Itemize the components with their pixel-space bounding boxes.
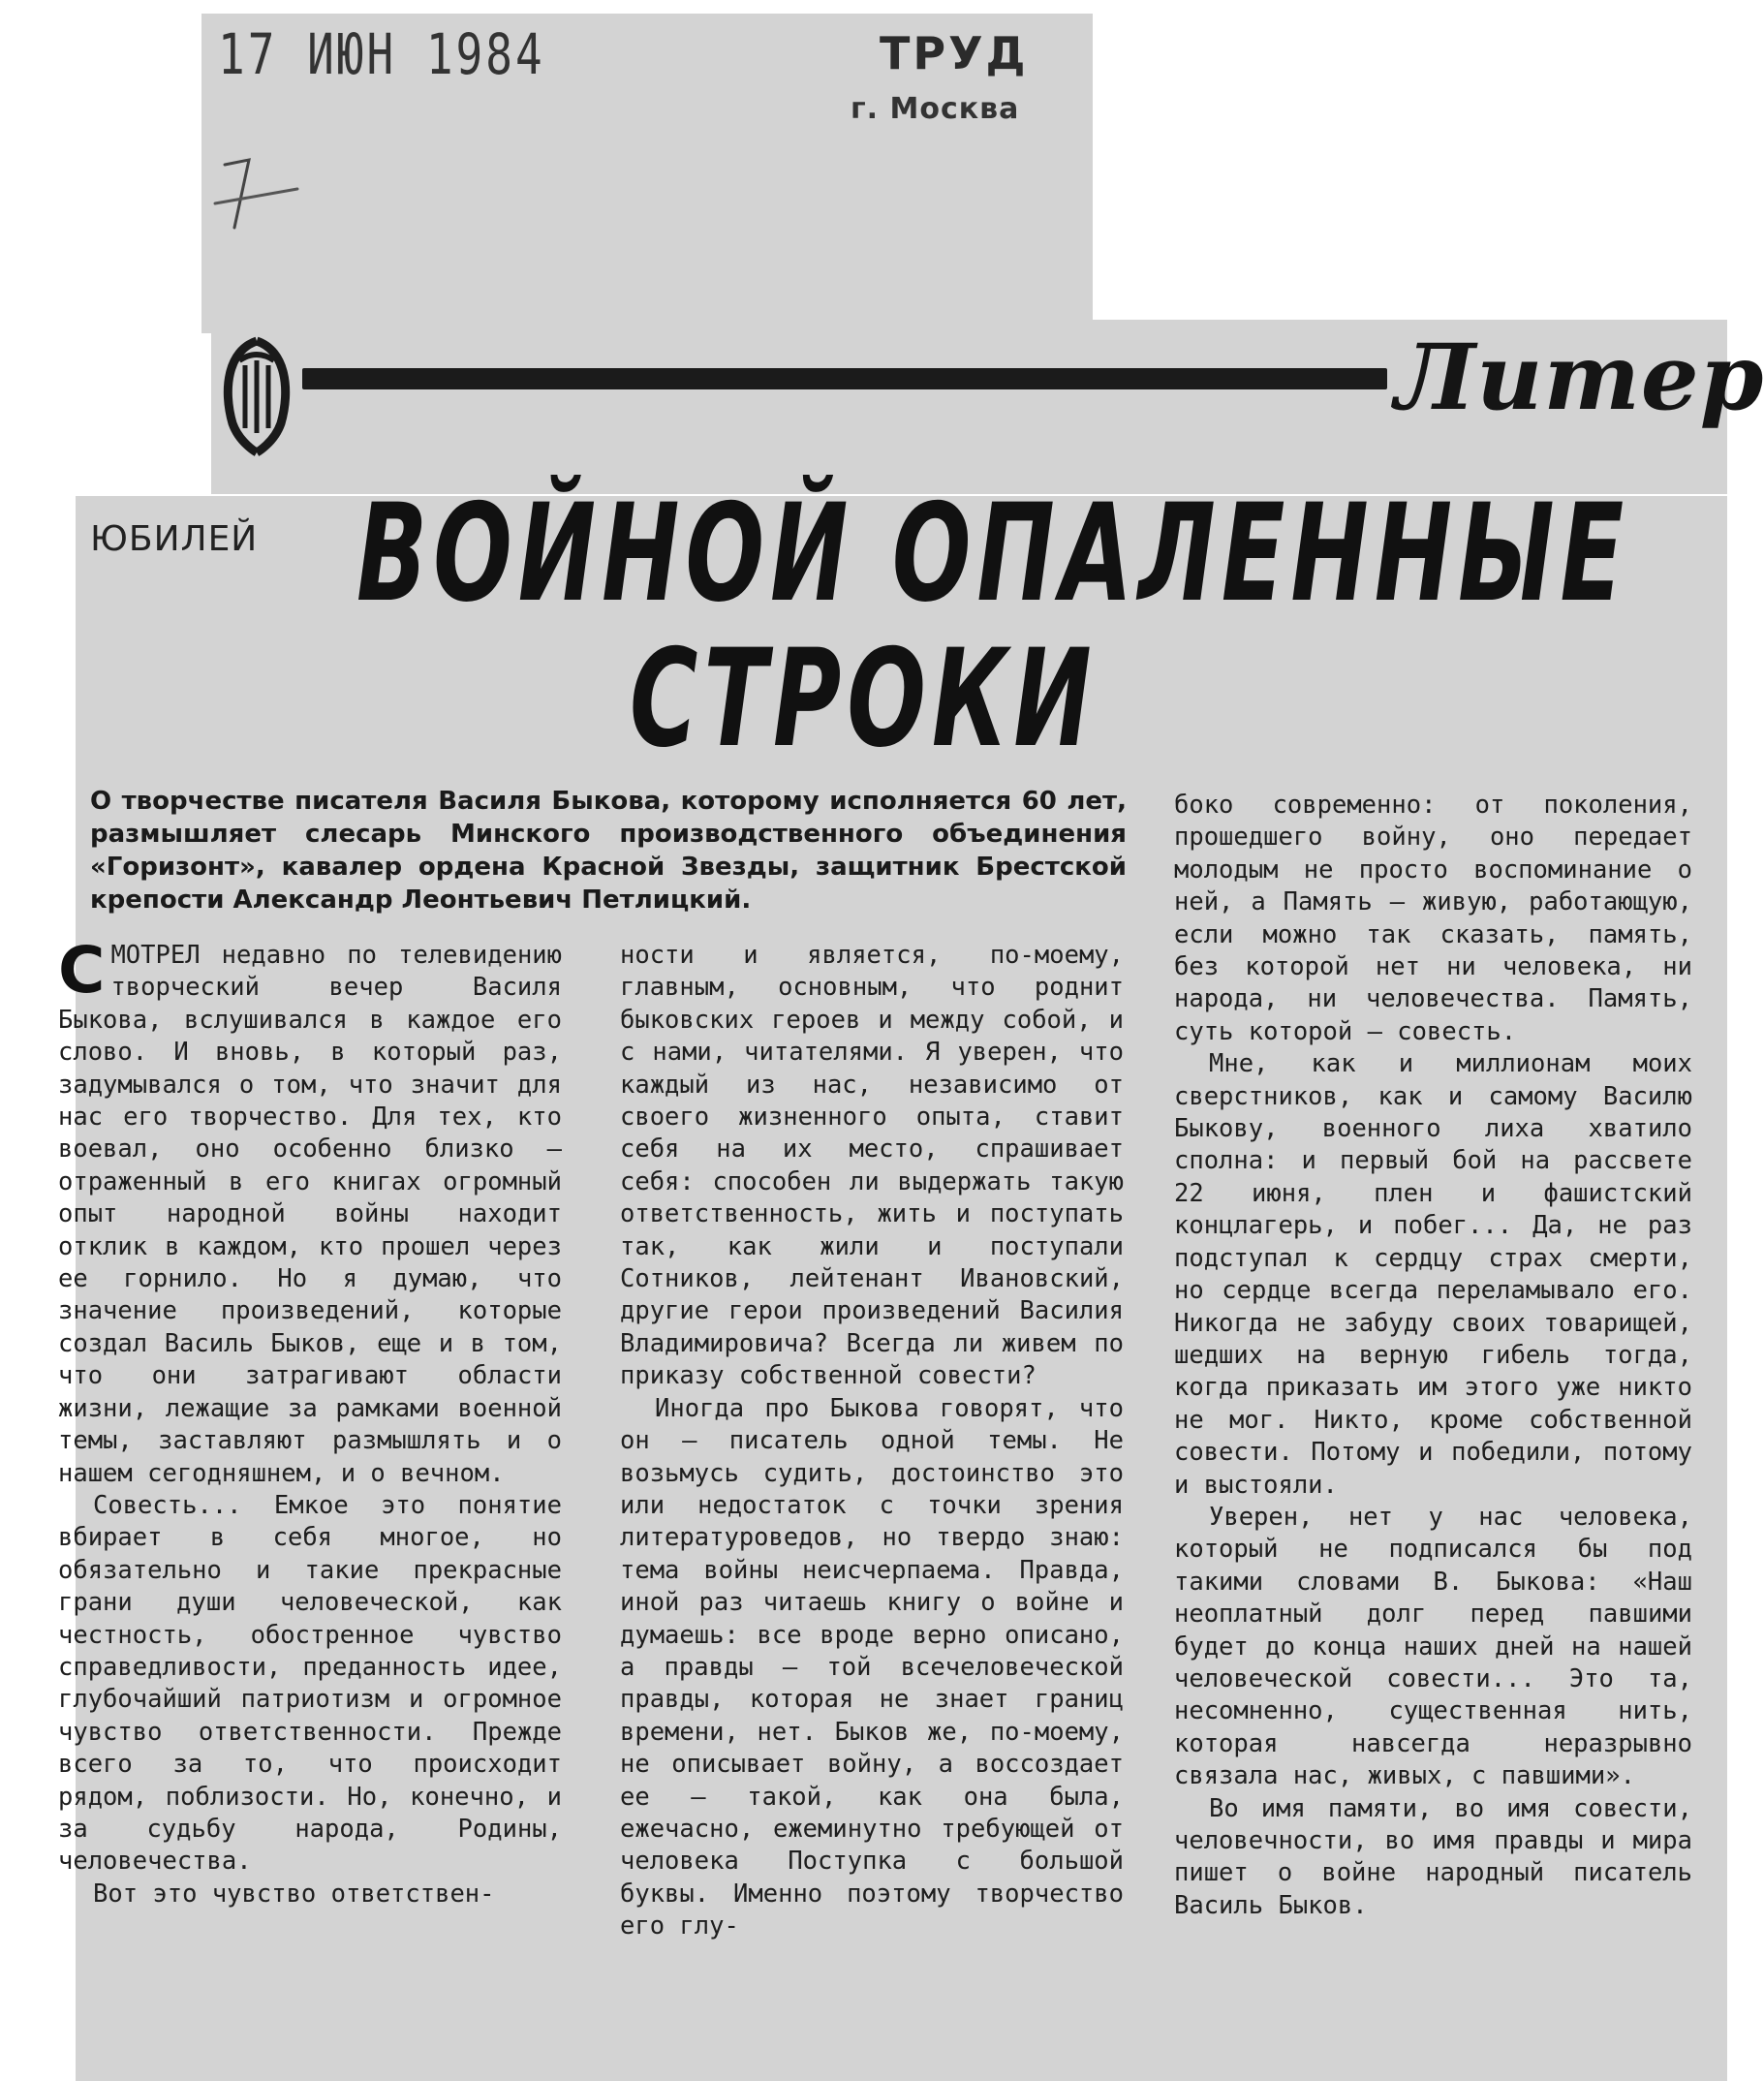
lyre-wreath-icon: [218, 322, 295, 467]
paragraph: Во имя памяти, во имя совести, человечности, во имя правды и мира пишет о войне народный писатель Василь Быков.: [1174, 1793, 1692, 1920]
pencil-mark-icon: [205, 145, 312, 252]
date-stamp: 17 ИЮН 1984: [218, 21, 545, 87]
newspaper-city: г. Москва: [851, 92, 1020, 126]
paragraph: СМОТРЕЛ недавно по телевидению творческий вечер Василя Быкова, вслушивался в каждое его слово. И вновь, в который раз, задумывался о том, что значит для нас его творчество. Для тех, кто воевал, оно особенно близко — отраженный в его книгах огромный опыт народной войны находит отклик в каждом, кто прошел через ее горнило. Но я думаю, что значение произведений, которые создал Василь Быков, еще и в том, что они затрагивают области жизни, лежащие за рамками военной темы, заставляют размышлять и о нашем сегодняшнем, и о вечном.: [58, 933, 562, 1488]
article-lead: О творчестве писателя Василя Быкова, которому исполняется 60 лет, размышляет слесарь Минского производственного объединения «Горизонт», кавалер ордена Красной Звезды, защитник Брестской крепости Александр Леонтьевич Петлицкий.: [90, 787, 1127, 915]
paragraph: Вот это чувство ответствен-: [93, 1879, 495, 1909]
newspaper-name: ТРУД: [880, 27, 1029, 79]
paragraph: Иногда про Быкова говорят, что он — писатель одной темы. Не возьмусь судить, достоинство это или недостаток с точки зрения литературоведов, но твердо знаю: тема войны неисчерпаема. Правда, иной раз читаешь книгу о войне и думаешь: все вроде верно описано, а правды — той всечеловеческой правды, которая не знает границ времени, нет. Быков же, по-моему, не описывает войну, а воссоздает ее — такой, как она была, ежечасно, ежеминутно требующей от человека Поступка с большой буквы. Именно поэтому творчество его глу-: [620, 1393, 1124, 1941]
headline-line-1: ВОЙНОЙ ОПАЛЕННЫЕ: [356, 475, 1630, 633]
paragraph: Уверен, нет у нас человека, который не подписался бы под такими словами В. Быкова: «Наш неоплатный долг перед павшими будет до конца наших дней на нашей человеческой совести... Это та, несомненно, существенная нить, которая навсегда неразрывно связала нас, живых, с павшими».: [1174, 1502, 1692, 1791]
drop-cap: С: [58, 933, 106, 1008]
paragraph: Совесть... Емкое это понятие вбирает в себя многое, но обязательно и такие прекрасные грани души человеческой, как честность, обостренное чувство справедливости, преданность идее, глубочайший патриотизм и огромное чувство ответственности. Прежде всего за то, что происходит рядом, поблизости. Но, конечно, и за судьбу народа, Родины, человечества.: [58, 1490, 562, 1877]
article-column-2: [620, 940, 1124, 1943]
paragraph: ности и является, по-моему, главным, основным, что роднит быковских героев и между собой, и с нами, читателями. Я уверен, что каждый из нас, независимо от своего жизненного опыта, ставит себя на их место, спрашивает себя: способен ли выдержать такую ответственность, жить и поступать так, как жили и поступали Сотников, лейтенант Ивановский, другие герои произведений Василия Владимировича? Всегда ли живем по приказу собственной совести?: [620, 941, 1124, 1391]
rubric-rule: [302, 368, 1387, 389]
article-label: ЮБИЛЕЙ: [90, 519, 259, 559]
paragraph: боко современно: от поколения, прошедшего войну, оно передает молодым не просто воспоминание о ней, а Память — живую, работающую, если можно так сказать, память, без которой нет ни человека, ни народа, ни человечества. Память, суть которой — совесть.: [1174, 791, 1692, 1046]
rubric-title: Литер: [1395, 325, 1764, 431]
paragraph: Мне, как и миллионам моих сверстников, как и самому Василю Быкову, военного лиха хватило сполна: и первый бой на рассвете 22 июня, плен и фашистский концлагерь, и побег... Да, не раз подступал к сердцу страх смерти, но сердце всегда переламывало его. Никогда не забуду своих товарищей, шедших на верную гибель тогда, когда приказать им этого уже никто не мог. Никто, кроме собственной совести. Потому и победили, потому и выстояли.: [1174, 1049, 1692, 1500]
headline-line-2: СТРОКИ: [630, 620, 1098, 778]
article-column-3: [1174, 790, 1692, 1922]
article-column-1: [58, 933, 562, 1910]
